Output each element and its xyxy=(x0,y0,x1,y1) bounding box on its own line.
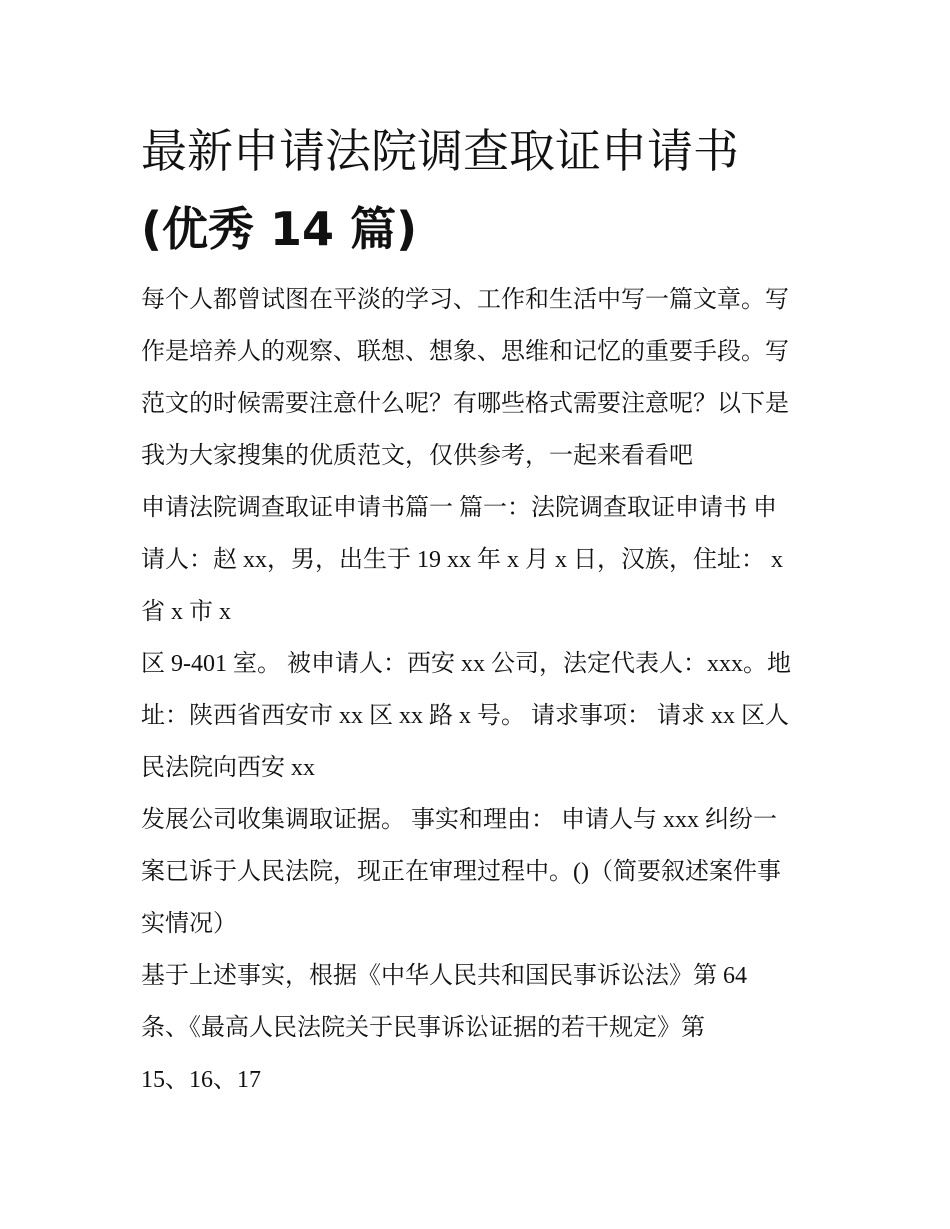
text-line: 每个人都曾试图在平淡的学习、工作和生活中写一篇文章。写 xyxy=(141,287,789,313)
text-line: 区 9-401 室。 被申请人：西安 xx 公司，法定代表人：xxx。地 xyxy=(141,651,791,677)
text-line: 发展公司收集调取证据。 事实和理由： 申请人与 xxx 纠纷一 xyxy=(141,807,777,833)
text-line: 我为大家搜集的优质范文，仅供参考，一起来看看吧 xyxy=(141,443,693,469)
paragraph-facts xyxy=(141,794,821,950)
title-line-2: (优秀 14 篇) xyxy=(141,202,418,256)
document-body xyxy=(141,274,821,1106)
text-line: 15、16、17 xyxy=(141,1067,261,1093)
intro-paragraph xyxy=(141,274,821,482)
document-title xyxy=(141,112,821,268)
text-line: 省 x 市 x xyxy=(141,599,231,625)
text-line: 条、《最高人民法院关于民事诉讼证据的若干规定》第 xyxy=(141,1015,705,1041)
text-line: 实情况） xyxy=(141,911,237,937)
text-line: 作是培养人的观察、联想、想象、思维和记忆的重要手段。写 xyxy=(141,339,789,365)
paragraph-applicant xyxy=(141,482,821,638)
text-line: 基于上述事实，根据《中华人民共和国民事诉讼法》第 64 xyxy=(141,963,747,989)
text-line: 民法院向西安 xx xyxy=(141,755,315,781)
text-line: 范文的时候需要注意什么呢？有哪些格式需要注意呢？以下是 xyxy=(141,391,789,417)
text-line: 址：陕西省西安市 xx 区 xx 路 x 号。 请求事项： 请求 xx 区人 xyxy=(141,703,789,729)
title-line-1: 最新申请法院调查取证申请书 xyxy=(141,124,739,178)
document-content xyxy=(141,112,821,1106)
paragraph-legal-basis xyxy=(141,950,821,1106)
text-line: 申请法院调查取证申请书篇一 篇一：法院调查取证申请书 申 xyxy=(141,495,777,521)
text-line: 请人：赵 xx，男，出生于 19 xx 年 x 月 x 日，汉族，住址： x xyxy=(141,547,783,573)
text-line: 案已诉于人民法院，现正在审理过程中。()（简要叙述案件事 xyxy=(141,859,781,885)
paragraph-respondent xyxy=(141,638,821,794)
